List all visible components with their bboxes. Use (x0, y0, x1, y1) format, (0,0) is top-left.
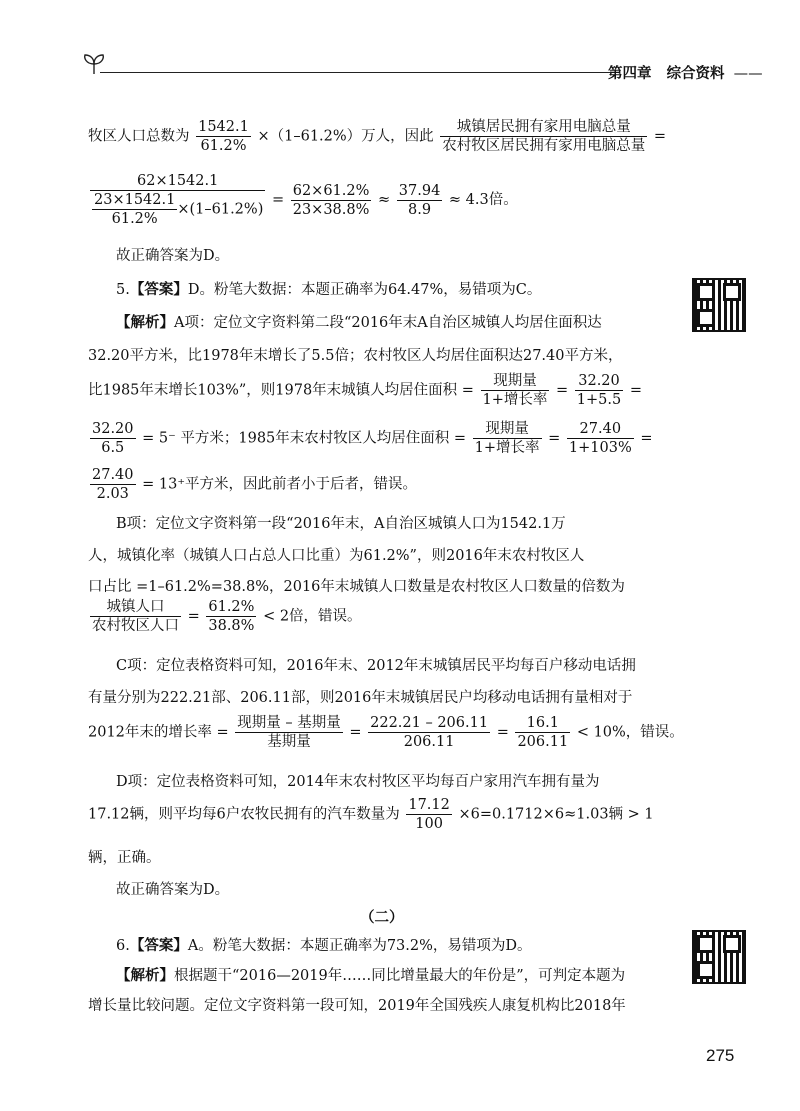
denominator: 206.11 (517, 734, 569, 750)
fraction (575, 372, 623, 409)
numerator: 222.21 – 206.11 (370, 715, 489, 731)
analysis-label: 解析 (130, 314, 160, 331)
q5-analysis-line-1: 【解析】A项：定位文字资料第二段“2016年末A自治区城镇人均居住面积达 (116, 314, 602, 331)
denominator: 1+5.5 (576, 392, 622, 408)
numerator: 现期量 (481, 372, 550, 391)
numerator: 62×1542.1 (90, 172, 265, 191)
denominator: 100 (415, 816, 443, 832)
fraction (291, 182, 372, 219)
bracket: 】 (173, 281, 188, 298)
text: A项：定位文字资料第二段“2016年末A自治区城镇人均居住面积达 (174, 315, 602, 331)
text: = 13⁺平方米，因此前者小于后者，错误。 (142, 476, 417, 493)
fraction (90, 598, 181, 635)
question-number: 6. (116, 938, 130, 954)
content-line-3: 故正确答案为D。 (116, 248, 230, 264)
denominator: 1+103% (568, 440, 632, 456)
denominator: 1+增长率 (482, 392, 548, 408)
inner-numerator: 23×1542.1 (94, 192, 176, 208)
fraction (206, 598, 256, 635)
text: 17.12辆，则平均每6户农牧民拥有的汽车数量为 (88, 806, 400, 823)
denominator: 农村牧区居民拥有家用电脑总量 (442, 138, 646, 154)
bracket: 】 (173, 937, 188, 954)
text: < 2倍，错误。 (263, 608, 362, 625)
question-number: 5. (116, 282, 130, 298)
answer-text: D。粉笔大数据：本题正确率为64.47%，易错项为C。 (187, 282, 542, 298)
fraction (567, 420, 634, 457)
fraction (90, 420, 136, 457)
denominator (90, 191, 265, 228)
content-line-19: 辆，正确。 (88, 850, 161, 866)
numerator: 城镇居民拥有家用电脑总量 (440, 118, 647, 137)
numerator: 现期量 – 基期量 (237, 715, 341, 731)
content-line-18 (88, 796, 654, 833)
text: 比1985年末增长103%”，则1978年末城镇人均居住面积 = (88, 382, 474, 399)
content-line-17: D项：定位表格资料可知，2014年末农村牧区平均每百户家用汽车拥有量为 (116, 774, 600, 790)
answer-label: 答案 (144, 281, 174, 298)
fraction (473, 420, 542, 457)
content-line-24: 增长量比较问题。定位文字资料第一段可知，2019年全国残疾人康复机构比2018年 (88, 998, 626, 1014)
content-line-8 (88, 420, 653, 457)
denominator: 2.03 (96, 486, 129, 502)
text: ×(1–61.2%) (177, 201, 264, 218)
text: 牧区人口总数为 (88, 128, 190, 145)
text: 根据题干“2016—2019年……同比增量最大的年份是”，可判定本题为 (174, 968, 626, 984)
chapter-title: 综合资料 (666, 66, 725, 82)
numerator: 27.40 (92, 467, 134, 483)
text: ×6=0.1712×6≈1.03辆 > 1 (458, 806, 654, 823)
denominator: 基期量 (267, 734, 311, 750)
bracket: 【 (129, 281, 145, 298)
content-line-10: B项：定位文字资料第一段“2016年末，A自治区城镇人口为1542.1万 (116, 516, 566, 532)
denominator: 农村牧区人口 (92, 618, 179, 634)
chapter-header (608, 62, 763, 83)
denominator: 206.11 (403, 734, 455, 750)
denominator: 6.5 (101, 440, 125, 456)
numerator: 现期量 (473, 420, 542, 439)
numerator: 62×61.2% (292, 182, 370, 199)
numerator: 城镇人口 (90, 598, 181, 617)
content-line-12: 口占比 =1–61.2%=38.8%，2016年末城镇人口数量是农村牧区人口数量的倍数为 (88, 579, 625, 595)
qr-code-icon[interactable] (692, 278, 746, 332)
q6-analysis-line-1: 【解析】根据题干“2016—2019年……同比增量最大的年份是”，可判定本题为 (116, 967, 626, 984)
inner-denominator: 61.2% (111, 211, 158, 227)
equals: = (640, 430, 653, 447)
equals: = (556, 382, 569, 399)
section-heading: （二） (360, 909, 404, 926)
content-line-15: 有量分别为222.21部、206.11部，则2016年末城镇居民户均移动电话拥有量相对于 (88, 690, 633, 706)
chapter-label: 第四章 (608, 66, 652, 82)
q6-answer-line (116, 936, 532, 956)
equals: = (629, 382, 642, 399)
denominator: 61.2% (200, 138, 247, 154)
fraction (196, 118, 251, 155)
equals: = (187, 608, 200, 625)
equals: = (271, 192, 285, 208)
answer-label: 答案 (144, 937, 174, 954)
numerator: 17.12 (408, 797, 450, 813)
fraction (90, 466, 136, 503)
chapter-dash: —— (733, 66, 763, 82)
equals: = (349, 724, 362, 741)
numerator: 1542.1 (198, 119, 249, 135)
fraction (235, 714, 342, 751)
content-line-16 (88, 714, 684, 751)
text: 2012年末的增长率 = (88, 724, 229, 741)
analysis-label: 解析 (130, 967, 160, 984)
approx: ≈ (378, 192, 391, 208)
numerator: 37.94 (398, 182, 441, 199)
fraction (406, 796, 452, 833)
equals: = (496, 724, 509, 741)
text: ×（1–61.2%）万人，因此 (257, 128, 434, 145)
numerator: 27.40 (567, 420, 634, 439)
text: < 10%，错误。 (576, 724, 684, 741)
equals: = (548, 430, 561, 447)
fraction (368, 714, 490, 751)
content-line-6: 32.20平方米，比1978年末增长了5.5倍；农村牧区人均居住面积达27.40平方米， (88, 348, 623, 364)
answer-text: A。粉笔大数据：本题正确率为73.2%，易错项为D。 (187, 938, 532, 954)
denominator: 38.8% (208, 618, 255, 634)
content-line-14: C项：定位表格资料可知，2016年末、2012年末城镇居民平均每百户移动电话拥 (116, 658, 636, 674)
denominator: 1+增长率 (474, 440, 540, 456)
text: = 5⁻ 平方米；1985年末农村牧区人均居住面积 = (142, 430, 467, 447)
qr-code-icon[interactable] (692, 930, 746, 984)
numerator: 32.20 (575, 372, 623, 391)
complex-fraction (90, 172, 265, 228)
content-line-9 (88, 466, 417, 503)
q5-answer-line (116, 280, 541, 300)
content-line-1 (88, 118, 666, 155)
content-line-7 (88, 372, 642, 409)
denominator: 8.9 (408, 201, 432, 218)
text: ≈ 4.3倍。 (448, 192, 518, 208)
denominator: 23×38.8% (292, 201, 370, 218)
numerator: 16.1 (515, 714, 570, 733)
fraction (440, 118, 647, 155)
content-line-13 (88, 598, 362, 635)
numerator: 32.20 (92, 421, 134, 437)
header-rule (100, 72, 620, 73)
content-line-2 (88, 172, 518, 228)
page-number: 275 (706, 1046, 735, 1065)
content-line-20: 故正确答案为D。 (116, 882, 230, 898)
fraction (481, 372, 550, 409)
fraction (515, 714, 570, 751)
numerator: 61.2% (208, 599, 255, 615)
bracket: 【 (129, 937, 145, 954)
fraction (397, 182, 443, 219)
equals: = (653, 128, 667, 145)
content-line-11: 人，城镇化率（城镇人口占总人口比重）为61.2%”，则2016年末农村牧区人 (88, 548, 585, 564)
